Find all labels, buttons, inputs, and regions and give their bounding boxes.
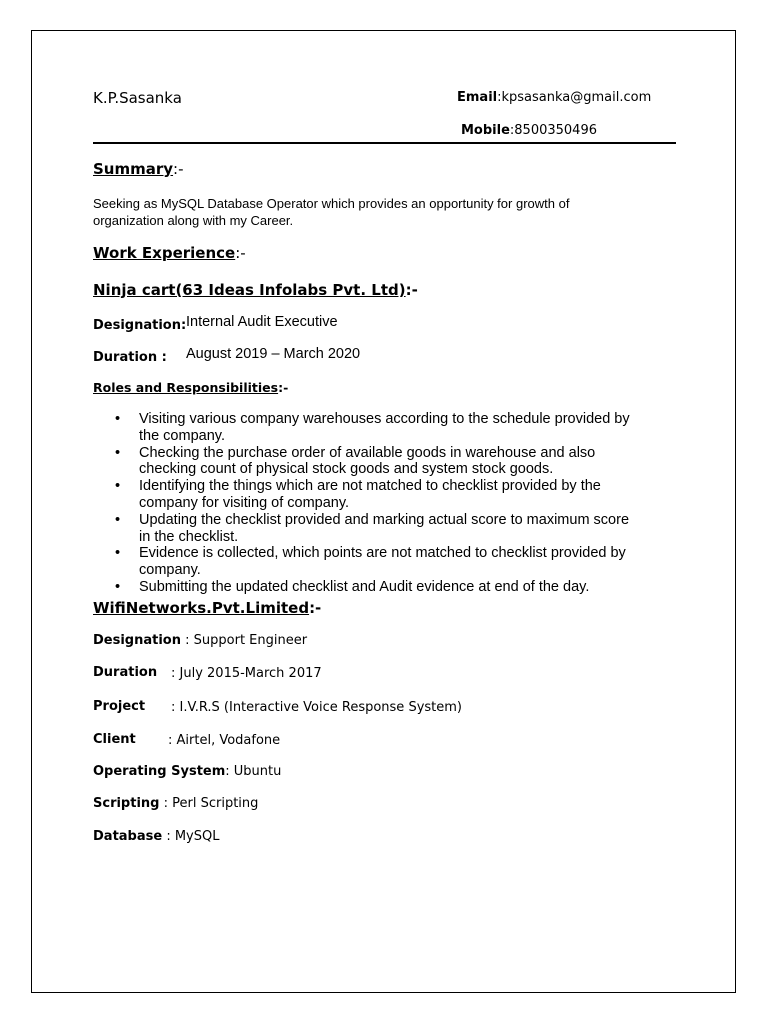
mobile-line [461, 123, 597, 138]
work-experience-heading [93, 244, 246, 262]
list-item-line: Updating the checklist provided and marking actual score to maximum score [139, 511, 630, 528]
email-line [457, 90, 651, 105]
job2-duration-value: : July 2015-March 2017 [171, 666, 322, 681]
list-item-line: Visiting various company warehouses according to the schedule provided by [139, 411, 630, 427]
job1-designation-label: Designation: [93, 318, 187, 333]
list-item-line: in the checklist. [139, 528, 239, 545]
work-heading-text: Work Experience [93, 244, 236, 262]
summary-text [93, 195, 633, 229]
email-label: Email [457, 90, 498, 105]
job2-duration-row [93, 665, 322, 681]
job2-scripting-label: Scripting [93, 796, 160, 811]
job2-client-value: : Airtel, Vodafone [168, 733, 281, 748]
job2-database-row [93, 829, 219, 844]
bullet-icon: • [115, 444, 121, 461]
job1-company-heading [93, 281, 418, 299]
job1-duration-label: Duration : [93, 350, 167, 365]
mobile-label: Mobile [461, 123, 510, 138]
job2-company-suffix: :- [309, 599, 322, 617]
job2-scripting-row [93, 796, 258, 811]
list-item [115, 579, 675, 596]
job2-os-label: Operating System [93, 764, 226, 779]
job1-designation-value: Internal Audit Executive [186, 314, 338, 330]
bullet-icon: • [115, 545, 121, 562]
job2-client-row [93, 732, 281, 748]
list-item-line: Evidence is collected, which points are not matched to checklist provided by [139, 545, 626, 562]
list-item-line: Identifying the things which are not matched to checklist provided by the [139, 478, 601, 495]
summary-line-2: organization along with my Career. [93, 213, 294, 228]
job2-project-row [93, 699, 462, 715]
list-item-line: Checking the purchase order of available goods in warehouse and also [139, 444, 596, 461]
job1-designation-row [93, 314, 338, 333]
job2-designation-value: : Support Engineer [181, 633, 308, 648]
list-item [115, 545, 675, 579]
job2-designation-label: Designation [93, 633, 181, 648]
job2-client-label: Client [93, 732, 136, 747]
job2-database-label: Database [93, 829, 163, 844]
summary-heading-text: Summary [93, 160, 174, 178]
job2-database-value: : MySQL [162, 829, 220, 844]
list-item-line: Submitting the updated checklist and Audit evidence at end of the day. [139, 578, 590, 595]
bullet-icon: • [115, 578, 121, 595]
summary-line-1: Seeking as MySQL Database Operator which provides an opportunity for growth of [93, 196, 570, 211]
roles-heading-text: Roles and Responsibilities [93, 380, 279, 395]
header-divider [93, 142, 676, 144]
job2-project-value: : I.V.R.S (Interactive Voice Response System) [171, 700, 462, 715]
list-item-line: the company. [139, 427, 225, 444]
job2-scripting-value: : Perl Scripting [159, 796, 259, 811]
job1-duration-row [93, 346, 361, 365]
job2-company: WifiNetworks.Pvt.Limited [93, 599, 310, 617]
roles-heading-suffix: :- [278, 380, 289, 395]
email-value: :kpsasanka@gmail.com [497, 90, 652, 105]
job1-company-suffix: :- [405, 281, 418, 299]
list-item [115, 411, 675, 445]
responsibilities-list [115, 411, 675, 596]
list-item-line: company. [139, 562, 201, 579]
job2-company-heading [93, 599, 321, 617]
summary-heading [93, 160, 184, 178]
job2-duration-label: Duration [93, 665, 158, 680]
list-item [115, 478, 675, 512]
job1-duration-value: August 2019 – March 2020 [186, 346, 361, 362]
list-item-line: checking count of physical stock goods and system stock goods. [139, 461, 554, 478]
job2-designation-row [93, 633, 307, 648]
bullet-icon: • [115, 411, 121, 427]
candidate-name: K.P.Sasanka [93, 89, 182, 107]
work-heading-suffix: :- [235, 244, 246, 262]
bullet-icon: • [115, 478, 121, 495]
job2-os-value: : Ubuntu [225, 764, 282, 779]
roles-heading [93, 380, 288, 395]
list-item [115, 512, 675, 546]
list-item [115, 445, 675, 479]
summary-heading-suffix: :- [173, 160, 184, 178]
mobile-value: :8500350496 [509, 123, 597, 138]
list-item-line: company for visiting of company. [139, 494, 350, 511]
bullet-icon: • [115, 511, 121, 528]
job1-company: Ninja cart(63 Ideas Infolabs Pvt. Ltd) [93, 281, 406, 299]
job2-project-label: Project [93, 699, 146, 714]
job2-os-row [93, 764, 281, 779]
